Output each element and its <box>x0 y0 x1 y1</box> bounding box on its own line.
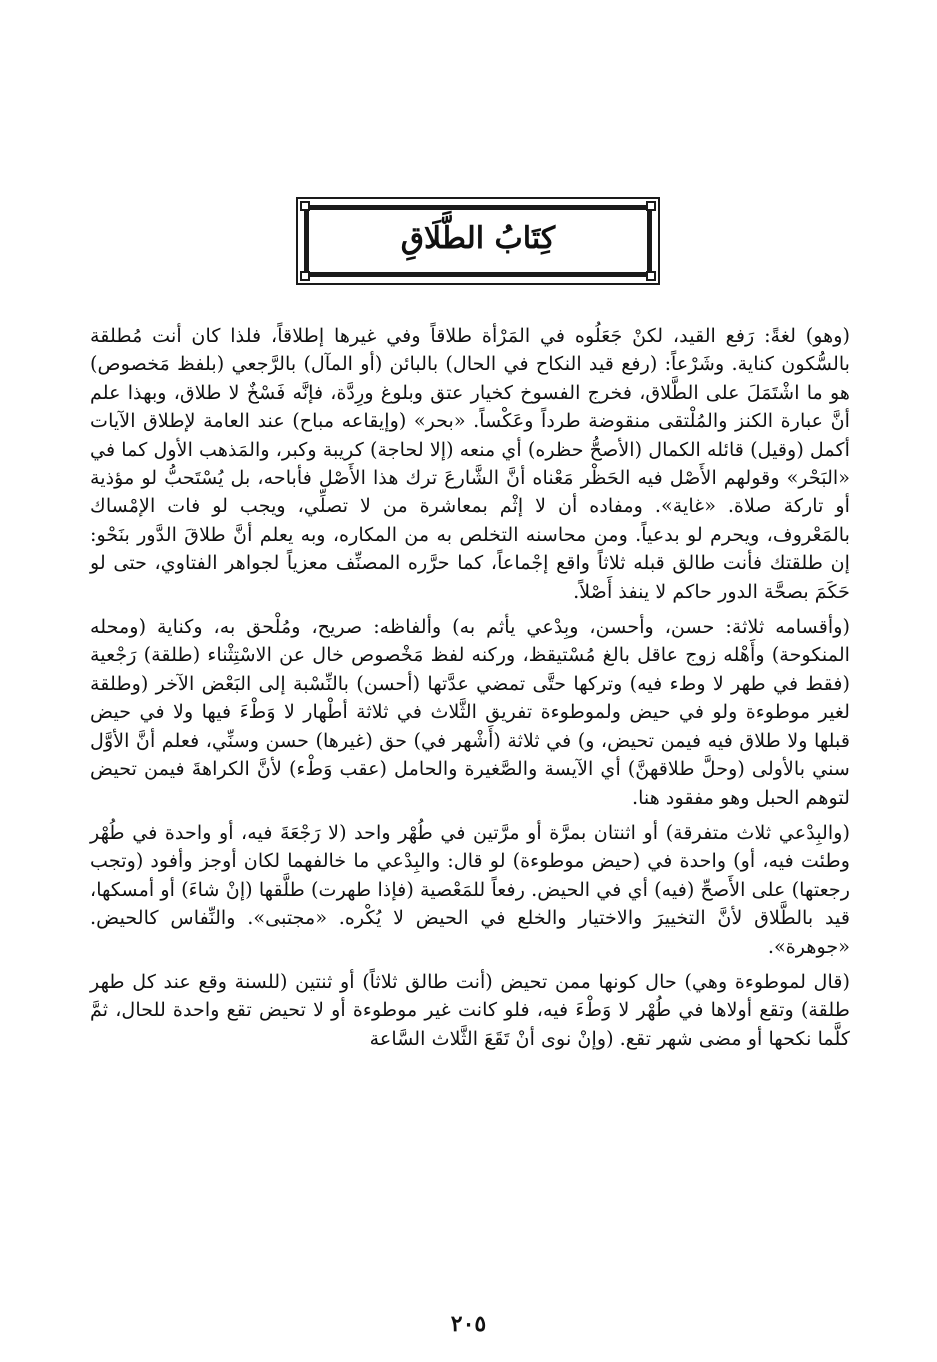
frame-corner-ornament <box>300 201 310 211</box>
page-number: ٢٠٥ <box>450 1311 487 1337</box>
body-text <box>90 322 850 1053</box>
paragraph-definition: (وهو) لغةً: رَفع القيد، لكنْ جَعَلُوه في المَرْأة طلاقاً وفي غيرها إطلاقاً، فلذا كان أنت مُطلقة بالسُّكون كناية. وشَرْعاً: (رفع قيد النكاح في الحال) بالبائن (أو المآل) بالرَّجعي (بلفظ مَخصوص) هو ما اشْتَمَلَ على الطَّلاق، فخرج الفسوخ كخيار عتق وبلوغ ورِدَّة، فإنَّه فَسْخٌ لا طلاق، وبهذا علم أنَّ عبارة الكنز والمُلْتقى منقوضة طرداً وعَكْساً. «بحر» (وإيقاعه مباح) عند العامة لإطلاق الآيات أكمل (وقيل) قائله الكمال (الأصحُّ حظره) أي منعه (إلا لحاجة) كريبة وكبر، والمَذهب الأول كما في «البَحْر» وقولهم الأَصْل فيه الحَظْر مَعْناه أنَّ الشَّارعَ ترك هذا الأَصْل فأباحه، بل يُسْتَحبُّ لو مؤذية أو تاركة صلاة. «غاية». ومفاده أن لا إثْم بمعاشرة من لا تصلِّي، ويجب لو فات الإمْساك بالمَعْروف، ويحرم لو بدعياً. ومن محاسنه التخلص به من المكاره، وبه يعلم أنَّ طلاقَ الدَّور بنَحْو: إن طلقتك فأنت طالق قبله ثلاثاً واقع إجْماعاً، كما حرَّره المصنِّف معزياً لجواهر الفتاوي، حتى لو حَكَمَ بصحَّة الدور حاكم لا ينفذ أَصْلاً. <box>90 324 850 603</box>
paragraph-sunna: (قال لموطوءة وهي) حال كونها ممن تحيض (أنت طالق ثلاثاً) أو ثنتين (للسنة وقع عند كل طهر طلقة) وتقع أولاها في طُهْر لا وَطْءَ فيه، فلو كانت غير موطوءة أو لا تحيض تقع واحدة للحال، ثمَّ كلَّما نكحها أو مضى شهر تقع. (وإنْ نوى أنْ تَقَعَ الثَّلاث السَّاعة <box>90 969 850 1050</box>
chapter-title-frame <box>296 197 660 285</box>
frame-corner-ornament <box>646 201 656 211</box>
paragraph-bidi: (والبِدْعي ثلاث متفرقة) أو اثنتان بمرَّة أو مرَّتين في طُهْر واحد (لا رَجْعَةَ فيه، أو واحدة في طُهْر وطئت فيه، أو) واحدة في (حيض موطوءة) لو قال: والبِدْعي ما خالفهما لكان أوجز وأفود (وتجب رجعتها) على الأَصحِّ (فيه) أي في الحيض. رفعاً للمَعْصية (فإذا طهرت) طلَّقها (إنْ شاءَ) أو أمسكها، قيد بالطَّلاق لأنَّ التخييرَ والاختيار والخلع في الحيض لا يُكْره. «مجتبى». والنِّفاس كالحيض. «جوهرة». <box>90 820 850 958</box>
frame-corner-ornament <box>300 271 310 281</box>
paragraph-divisions: (وأقسامه ثلاثة: حسن، وأحسن، وبِدْعي يأثم به) وألفاظه: صريح، ومُلْحق به، وكناية (ومحله المنكوحة) وأَهْله زوج عاقل بالغ مُسْتيقظ، وركنه لفظ مَخْصوص خال عن الاسْتِثْناء (طلقة) رَجْعية (فقط في طهر لا وطء فيه) وتركها حتَّى تمضي عدَّتها (أحسن) بالنِّسْبة إلى البَعْض الآخر (وطلقة لغير موطوءة ولو في حيض ولموطوءة تفريق الثَّلاث في ثلاثة أطْهار لا وَطْءَ فيها ولا في حيض قبلها ولا طلاق فيه فيمن تحيض، و) في ثلاثة (أَشْهر في) حق (غيرها) حسن وسنِّي، فعلم أنَّ الأوَّل سني بالأولى (وحلَّ طلاقهنَّ) أي الآيسة والصَّغيرة والحامل (عقب وَطْء) لأنَّ الكراهةَ فيمن تحيض لتوهم الحبل وهو مفقود هنا. <box>90 615 850 809</box>
chapter-title: كِتَابُ الطَّلَاقِ <box>400 221 556 256</box>
frame-corner-ornament <box>646 271 656 281</box>
